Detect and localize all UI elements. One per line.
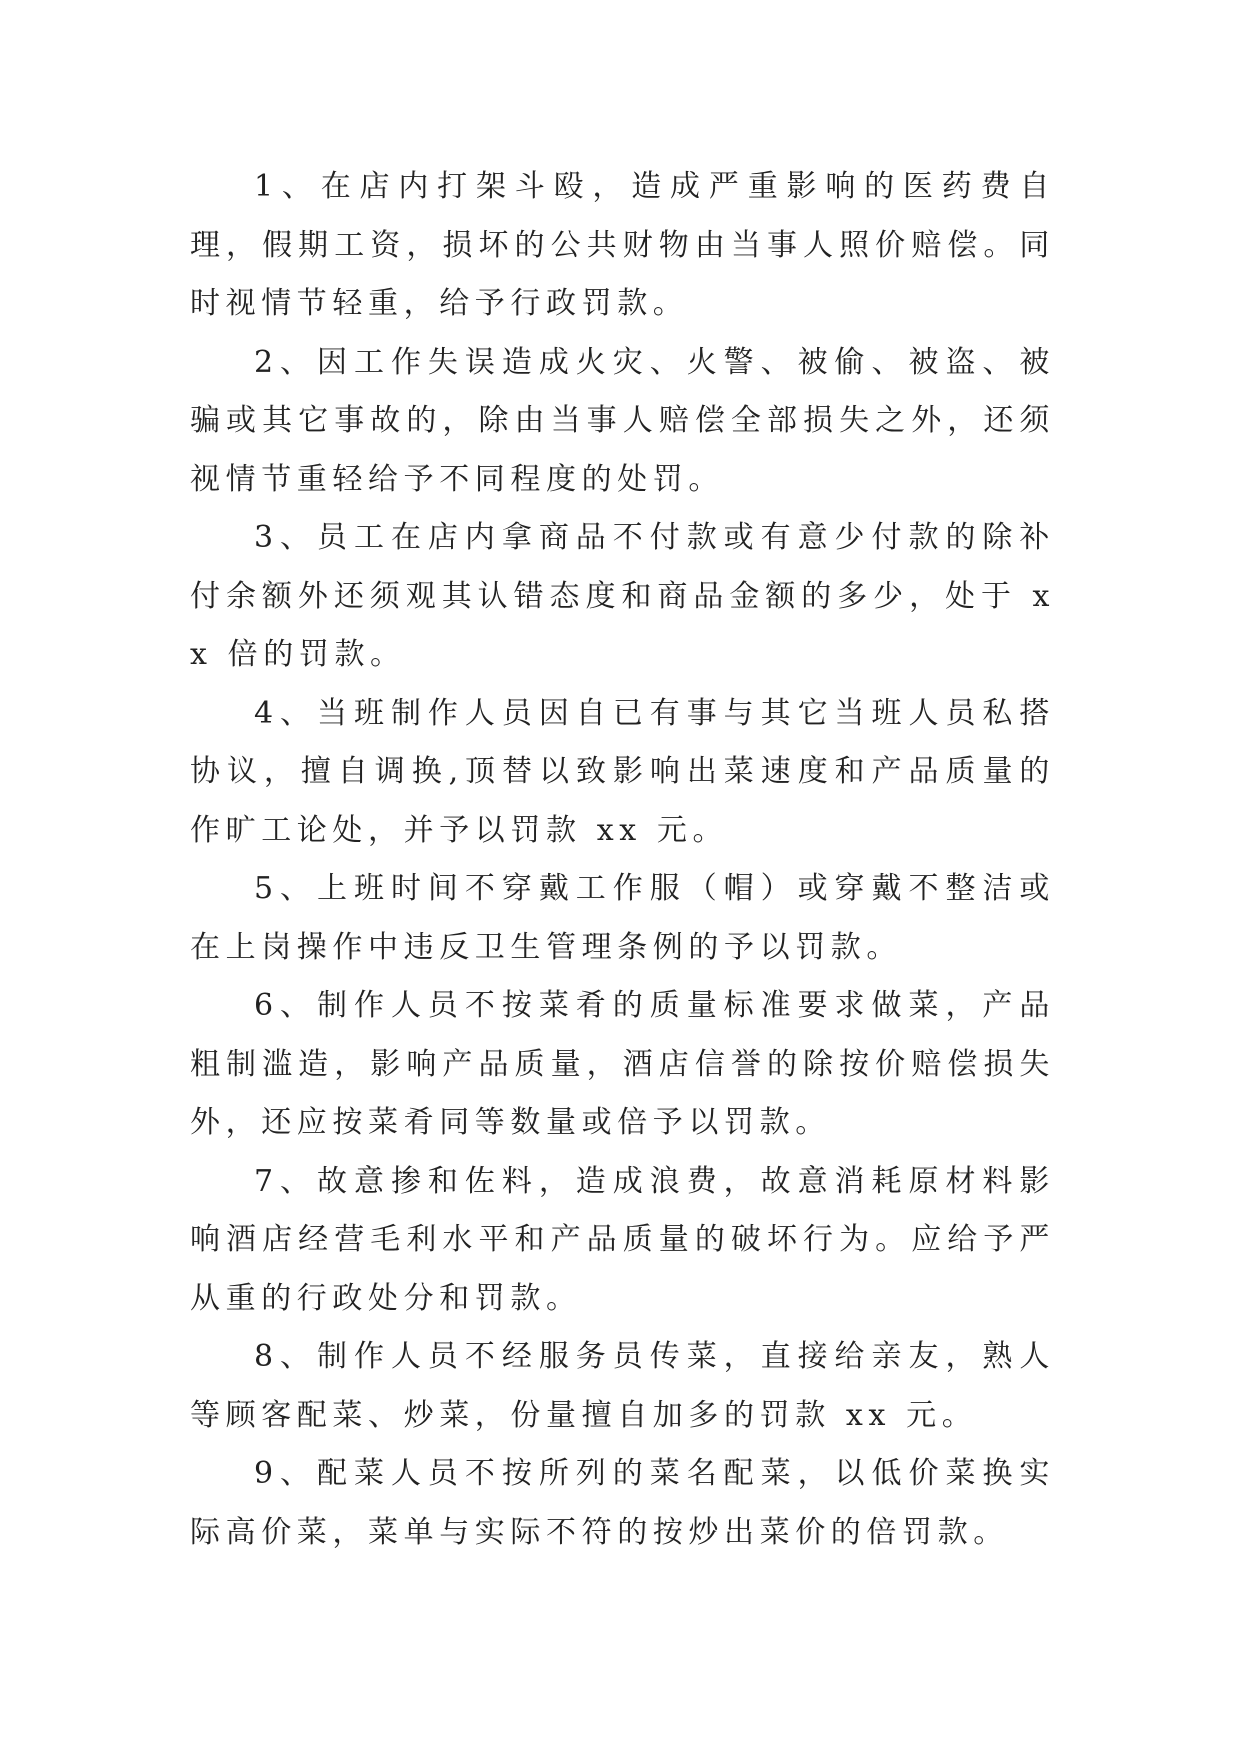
paragraph-7: 7、故意掺和佐料，造成浪费，故意消耗原材料影响酒店经营毛利水平和产品质量的破坏行为。应给予严从重的行政处分和罚款。 [190, 1163, 1055, 1316]
paragraph-5: 5、上班时间不穿戴工作服（帽）或穿戴不整洁或在上岗操作中违反卫生管理条例的予以罚款。 [190, 871, 1055, 965]
paragraph-9: 9、配菜人员不按所列的菜名配菜，以低价菜换实际高价菜，菜单与实际不符的按炒出菜价的倍罚款。 [190, 1456, 1055, 1550]
paragraph-2: 2、因工作失误造成火灾、火警、被偷、被盗、被骗或其它事故的，除由当事人赔偿全部损失之外，还须视情节重轻给予不同程度的处罚。 [190, 344, 1055, 497]
paragraph-8: 8、制作人员不经服务员传菜，直接给亲友，熟人等顾客配菜、炒菜，份量擅自加多的罚款 xx 元。 [190, 1339, 1055, 1433]
document-body [190, 158, 1055, 1562]
paragraph-1: 1、在店内打架斗殴，造成严重影响的医药费自理，假期工资，损坏的公共财物由当事人照价赔偿。同时视情节轻重，给予行政罚款。 [190, 169, 1055, 321]
paragraph-4: 4、当班制作人员因自已有事与其它当班人员私搭协议，擅自调换,顶替以致影响出菜速度和产品质量的作旷工论处，并予以罚款 xx 元。 [190, 695, 1055, 848]
paragraph-6: 6、制作人员不按菜肴的质量标准要求做菜，产品粗制滥造，影响产品质量，酒店信誉的除按价赔偿损失外，还应按菜肴同等数量或倍予以罚款。 [190, 988, 1055, 1140]
paragraph-3: 3、员工在店内拿商品不付款或有意少付款的除补付余额外还须观其认错态度和商品金额的多少，处于 xx 倍的罚款。 [190, 520, 1055, 672]
